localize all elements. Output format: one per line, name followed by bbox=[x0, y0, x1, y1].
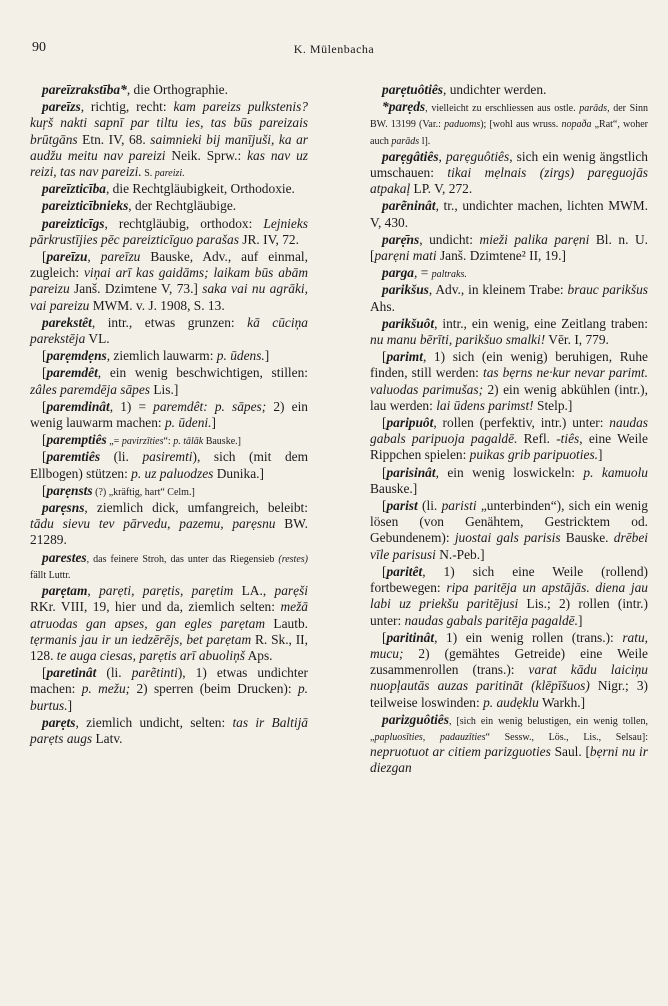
headword: pareīzs bbox=[42, 99, 81, 115]
entry-text: Stelp.] bbox=[533, 397, 573, 413]
entry-text: 2) ein wenig abkühlen (intr.), lau werden: bbox=[370, 381, 648, 413]
entry-text: parāds bbox=[391, 135, 420, 147]
dictionary-entry bbox=[370, 465, 648, 497]
entry-text: [ bbox=[42, 432, 47, 448]
dictionary-entry bbox=[30, 216, 308, 248]
dictionary-entry bbox=[370, 82, 648, 98]
entry-text: “ Sessw., Lös., Lis., Selsau]: bbox=[485, 731, 648, 743]
entry-text: ratu, mucu; bbox=[370, 629, 648, 661]
entry-text: , = bbox=[414, 265, 432, 281]
entry-text: Lautb. bbox=[265, 615, 308, 631]
headword: pareīzticība bbox=[42, 181, 106, 197]
headword: parẹ̄ns bbox=[382, 231, 420, 247]
entry-text: “: bbox=[163, 436, 174, 448]
dictionary-entry bbox=[30, 449, 308, 481]
entry-text: juostai gals parisis bbox=[454, 530, 561, 546]
entry-text: p. uz paluodzes bbox=[131, 465, 214, 481]
entry-text: BW. 21289. bbox=[30, 516, 308, 548]
entry-text: p. kamuolu bbox=[583, 464, 648, 480]
entry-text: p. mežu; bbox=[81, 681, 131, 697]
entry-text: p. burtus. bbox=[30, 681, 308, 713]
entry-text: „= bbox=[106, 436, 122, 448]
entry-text: Bauske.] bbox=[370, 480, 418, 496]
entry-text: brauc parikšus bbox=[567, 282, 648, 298]
entry-text: papluosīties, padauzīties bbox=[374, 731, 486, 743]
dictionary-entry bbox=[370, 630, 648, 711]
headword: paremdêt bbox=[46, 365, 98, 381]
entry-text: der Sinn BW. 13199 (Var.: bbox=[370, 103, 648, 131]
entry-text: 2) ein wenig lauwarm machen: bbox=[30, 398, 308, 431]
entry-text: 2) (gemähtes Getreide) eine Weile zusammenrollen (trans.): bbox=[370, 645, 648, 678]
dictionary-entry bbox=[30, 500, 308, 549]
entry-text: tas ir Baltijā parẹts augs bbox=[30, 714, 308, 746]
entry-text: , tr., undichter machen, lichten MWM. V, 430. bbox=[370, 198, 648, 230]
entry-text: -tiês bbox=[556, 431, 580, 447]
headword: paritêt bbox=[386, 563, 423, 579]
entry-text: kas nav uz reizi, tas nav pareizi. bbox=[30, 147, 309, 180]
entry-text: nu manu bērīti, parikšuo smalki! bbox=[370, 332, 546, 348]
entry-text: drēbei vīle parisusi bbox=[370, 530, 648, 562]
entry-text: , rechtgläubig, orthodox: bbox=[104, 215, 264, 231]
entry-text: saka vai nu agrāki, vai pareizu bbox=[30, 281, 308, 313]
entry-text: pareīzu bbox=[100, 249, 141, 265]
entry-text: Bauske.] bbox=[203, 436, 241, 448]
headword: paremdinât bbox=[46, 398, 110, 414]
entry-text: [ bbox=[382, 415, 387, 431]
entry-text: Lis.] bbox=[150, 381, 179, 397]
dictionary-entry bbox=[30, 432, 308, 448]
headword: parekstêt bbox=[42, 314, 92, 330]
entry-text: VL. bbox=[85, 331, 110, 347]
headword: parẹsns bbox=[42, 500, 85, 516]
headword: parẹmdẹns bbox=[46, 348, 107, 364]
headword: pareizticīgs bbox=[42, 215, 105, 231]
headword: parizguôtiês bbox=[382, 711, 449, 727]
dictionary-entry bbox=[370, 498, 648, 563]
entry-text: ), 1) etwas undichter machen: bbox=[30, 665, 308, 697]
entry-text: paremdêt: p. sāpes; bbox=[153, 398, 267, 414]
dictionary-entry bbox=[30, 550, 308, 582]
entry-text: Latv. bbox=[92, 730, 123, 746]
entry-text: Saul. [ bbox=[550, 744, 590, 760]
entry-text: , ziemlich undicht, selten: bbox=[75, 714, 233, 730]
entry-text: bẹrni nu ir diezgan bbox=[370, 744, 648, 776]
entry-text: , bbox=[87, 249, 101, 265]
entry-text: [ bbox=[42, 449, 47, 465]
entry-text: , das feinere Stroh, das unter das Riegensieb bbox=[86, 553, 279, 565]
entry-text: (restes) bbox=[278, 553, 308, 565]
entry-text: zâles paremdēja sāpes bbox=[30, 381, 151, 397]
entry-text: , undichter werden. bbox=[443, 82, 547, 97]
headword: parẹtam bbox=[42, 583, 88, 599]
entry-text: kā cūciņa parekstēja bbox=[30, 314, 308, 347]
dictionary-entry bbox=[370, 282, 648, 314]
entry-text: , ein wenig loswickeln: bbox=[435, 464, 584, 480]
entry-text: pasiremti bbox=[142, 449, 193, 465]
entry-text: parẹti, parẹtis, parẹtim bbox=[99, 583, 234, 599]
entry-text: mieži palika parẹni bbox=[479, 231, 590, 247]
dictionary-entry bbox=[30, 665, 308, 714]
dictionary-entry bbox=[30, 483, 308, 499]
entry-text: N.-Peb.] bbox=[435, 546, 485, 562]
entry-text: parẹši bbox=[274, 583, 308, 599]
entry-text: [ bbox=[382, 563, 387, 579]
running-title: K. Mülenbacha bbox=[293, 42, 375, 56]
entry-text: , bbox=[87, 583, 100, 599]
right-column bbox=[370, 82, 648, 778]
entry-text: Lejnieks pārkrustījies pēc pareizticīguo parašas bbox=[30, 215, 308, 247]
entry-text: , der Rechtgläubige. bbox=[128, 198, 237, 214]
entry-text: puikas grib paripuoties. bbox=[469, 447, 599, 463]
entry-text: tikai mẹlnais (zirgs) parẹguojās atpakaļ bbox=[370, 165, 648, 197]
entry-text: [ bbox=[382, 629, 387, 645]
entry-text: , bbox=[438, 148, 446, 164]
left-column bbox=[30, 82, 308, 748]
entry-text: (li. bbox=[96, 665, 132, 681]
dictionary-entry bbox=[370, 149, 648, 198]
entry-text: saimnieki bij manījuši, ka ar audžu meitu nav pareizi bbox=[30, 131, 309, 163]
entry-text: ); [wohl aus wruss. bbox=[480, 119, 562, 131]
entry-text: l]. bbox=[419, 135, 431, 147]
entry-text: paristi bbox=[441, 498, 477, 514]
entry-text: , Adv., in kleinem Trabe: bbox=[428, 282, 568, 298]
entry-text: tẹrmanis jau ir un iedzērējs, bet parẹtam bbox=[30, 631, 252, 647]
headword: parisinât bbox=[386, 464, 436, 480]
headword: pareizticībnieks bbox=[42, 198, 129, 214]
entry-text: Bauske, Adv., auf einmal, zugleich: bbox=[30, 249, 308, 281]
headword: paretinât bbox=[46, 665, 97, 681]
entry-text: parāds, bbox=[579, 103, 610, 115]
entry-text: (li. bbox=[417, 498, 442, 514]
entry-text: ripa paritēja un apstājās. diena jau labi uz priekšu paritējusi bbox=[370, 580, 648, 612]
entry-text: te auga ciesas, parẹtis arī abuoliņš bbox=[56, 647, 245, 663]
entry-text: kam pareizs pulkstenis? kuŗš nakti sapnī par tiltu ies, tas būs pareizais brūtgāns bbox=[30, 99, 308, 147]
headword: pareīzu bbox=[46, 249, 88, 265]
headword: paremtiês bbox=[46, 449, 101, 465]
headword: parikšuôt bbox=[382, 315, 435, 331]
entry-text: , intr., etwas grunzen: bbox=[91, 314, 248, 330]
dictionary-entry bbox=[30, 399, 308, 431]
entry-text: , die Orthographie. bbox=[126, 82, 228, 97]
dictionary-entry bbox=[30, 715, 308, 747]
entry-text: ] bbox=[264, 348, 270, 364]
entry-text: , 1) ein wenig rollen (trans.): bbox=[434, 629, 623, 645]
entry-text: Bauske. bbox=[560, 530, 614, 546]
entry-text: parẹni mati bbox=[374, 248, 437, 264]
entry-text: „Rat“, woher auch bbox=[370, 119, 648, 147]
dictionary-entry bbox=[30, 99, 308, 180]
entry-text: Neik. Sprw.: bbox=[165, 147, 248, 163]
entry-text: viņai arī kas gaidāms; laikam būs abām pareizu bbox=[30, 265, 308, 297]
entry-text: ] bbox=[67, 697, 73, 713]
dictionary-entry bbox=[30, 348, 308, 364]
entry-text: pareizi. bbox=[154, 168, 185, 180]
entry-text: tādu sievu tev pārvedu, pazemu, parẹsnu bbox=[30, 516, 276, 532]
entry-text: paduoms bbox=[444, 119, 481, 131]
entry-text: , intr., ein wenig, eine Zeitlang traben: bbox=[434, 315, 648, 331]
entry-text: Etn. IV, 68. bbox=[77, 131, 151, 147]
entry-text: pavirzīties bbox=[121, 436, 164, 448]
dictionary-entry bbox=[370, 265, 648, 281]
headword: parimt bbox=[386, 349, 423, 365]
entry-text: naudas gabals paritēja pagaldē. bbox=[404, 612, 578, 628]
dictionary-entry bbox=[30, 181, 308, 197]
entry-text: , eine Weile Rippchen spielen: bbox=[370, 431, 648, 463]
entry-text: naudas gabals paripuoja pagaldē. bbox=[370, 415, 648, 447]
entry-text: , undicht: bbox=[419, 231, 480, 247]
entry-text: , rollen (perfektiv, intr.) unter: bbox=[433, 415, 610, 431]
entry-text: , ziemlich dick, umfangreich, beleibt: bbox=[84, 500, 308, 516]
headword: paritinât bbox=[386, 629, 435, 645]
entry-text: RKr. VIII, 19, hier und da, ziemlich selten: bbox=[30, 599, 281, 615]
headword: parestes bbox=[42, 549, 87, 565]
headword: parẹts bbox=[42, 714, 76, 730]
headword: parẽninât bbox=[382, 198, 436, 214]
entry-text: , die Rechtgläubigkeit, Orthodoxie. bbox=[105, 181, 295, 197]
headword: parẹtuôtiês bbox=[382, 82, 444, 97]
entry-text: Janš. Dzimtene² II, 19.] bbox=[436, 248, 566, 264]
entry-text: tas bẹrns ne·kur nevar parimt. valuodas parimušas; bbox=[370, 365, 648, 397]
entry-text: (?) „kräftig, hart“ Celm.] bbox=[92, 486, 195, 498]
entry-text: mežā atruodas gan apses, gan egles parẹtam bbox=[30, 599, 308, 631]
entry-text: , 1) = bbox=[109, 398, 154, 414]
entry-text: LP. V, 272. bbox=[410, 181, 473, 197]
entry-text: [ bbox=[42, 348, 47, 364]
headword: parikšus bbox=[382, 282, 429, 298]
entry-text: nopaða bbox=[561, 119, 592, 131]
dictionary-entry bbox=[30, 365, 308, 397]
entry-text: Ahs. bbox=[370, 298, 395, 314]
entry-text: JR. IV, 72. bbox=[238, 231, 299, 247]
dictionary-entry bbox=[370, 316, 648, 348]
entry-text: [ bbox=[382, 498, 387, 514]
entry-text: [ bbox=[42, 249, 47, 265]
entry-text: (li. bbox=[100, 449, 143, 465]
dictionary-entry bbox=[370, 349, 648, 414]
entry-text: p. ūdeni. bbox=[164, 415, 212, 431]
dictionary-entry bbox=[370, 232, 648, 264]
entry-text: paltraks. bbox=[431, 269, 467, 281]
dictionary-entry bbox=[30, 315, 308, 347]
entry-text: p. audẹklu bbox=[483, 694, 539, 710]
headword: paremptiês bbox=[46, 432, 107, 448]
entry-text: parẽtinti bbox=[131, 665, 178, 681]
entry-text: [ bbox=[42, 482, 47, 498]
entry-text: , [sich ein wenig belustigen, ein wenig tollen, „ bbox=[370, 715, 648, 743]
entry-text: [ bbox=[382, 464, 387, 480]
entry-text: parẹguôtiês bbox=[445, 148, 510, 164]
entry-text: , sich ein wenig ängstlich umschauen: bbox=[370, 148, 648, 181]
entry-text: , 1) sich eine Weile (rollend) fortbewegen: bbox=[370, 563, 648, 596]
entry-text: p. tālāk bbox=[173, 436, 204, 448]
page-header bbox=[28, 40, 640, 60]
entry-text: , ziemlich lauwarm: bbox=[106, 348, 217, 364]
entry-text: Dunika.] bbox=[213, 465, 264, 481]
dictionary-entry bbox=[370, 99, 648, 148]
entry-text: , richtig, recht: bbox=[80, 99, 174, 115]
entry-text: LA., bbox=[233, 583, 275, 599]
dictionary-entry bbox=[30, 82, 308, 98]
headword: parist bbox=[386, 498, 418, 514]
entry-text: Janš. Dzimtene V, 73.] bbox=[69, 281, 203, 297]
dictionary-entry bbox=[30, 583, 308, 664]
dictionary-entry bbox=[370, 415, 648, 464]
entry-text: Bl. n. U. [ bbox=[370, 231, 648, 264]
entry-text: [ bbox=[42, 365, 47, 381]
headword: parẹnsts bbox=[46, 482, 93, 498]
entry-text: Vēr. I, 779. bbox=[545, 332, 609, 348]
headword: parga bbox=[382, 265, 414, 281]
headword: parẹgâtiês bbox=[382, 148, 439, 164]
entry-text: Nigr.; 3) teilweise loswinden: bbox=[370, 678, 648, 710]
entry-text: ] bbox=[211, 415, 216, 431]
headword: paripuôt bbox=[386, 415, 434, 431]
entry-text: Lis.; 2) rollen (intr.) unter: bbox=[370, 596, 648, 628]
entry-text: Warkh.] bbox=[538, 694, 586, 710]
entry-text: ] bbox=[577, 612, 583, 628]
entry-text: Aps. bbox=[245, 647, 273, 663]
dictionary-entry bbox=[30, 198, 308, 214]
dictionary-entry bbox=[370, 712, 648, 777]
entry-text: S. bbox=[141, 168, 155, 180]
entry-text: lai ūdens parimst! bbox=[436, 397, 534, 413]
entry-text: ), sich (mit dem Ellbogen) stützen: bbox=[30, 449, 308, 481]
entry-text: varat kādu laiciņu nuopļautās auzas paritināt (klēpīšuos) bbox=[370, 662, 648, 694]
entry-text: [ bbox=[42, 398, 47, 414]
dictionary-entry bbox=[370, 564, 648, 629]
entry-text: , ein wenig beschwichtigen, stillen: bbox=[97, 365, 308, 381]
entry-text: Refl. bbox=[517, 431, 557, 447]
entry-text: fällt Luttr. bbox=[30, 569, 71, 581]
entry-text: nepruotuot ar citiem parizguoties bbox=[370, 744, 551, 760]
headword: pareīzrakstība* bbox=[42, 82, 127, 97]
entry-text: [ bbox=[382, 349, 387, 365]
entry-text: , 1) sich (ein wenig) beruhigen, Ruhe finden, still werden: bbox=[370, 349, 648, 381]
entry-text: „unterbinden“), sich ein wenig lösen (von Genähtem, Gestricktem od. Gebundenem): bbox=[370, 498, 648, 546]
page-number: 90 bbox=[32, 40, 46, 55]
entry-text: R. Sk., II, 128. bbox=[30, 631, 308, 663]
entry-text: ] bbox=[598, 447, 603, 463]
entry-text: MWM. v. J. 1908, S. 13. bbox=[89, 297, 225, 313]
entry-text: [ bbox=[42, 665, 47, 681]
entry-text: , vielleicht zu erschliessen aus ostle. bbox=[425, 103, 580, 115]
entry-text: p. ūdens. bbox=[216, 348, 265, 364]
dictionary-entry bbox=[30, 249, 308, 314]
dictionary-entry bbox=[370, 198, 648, 230]
headword: *parẹds bbox=[382, 99, 426, 115]
entry-text: 2) sperren (beim Drucken): bbox=[130, 681, 298, 697]
